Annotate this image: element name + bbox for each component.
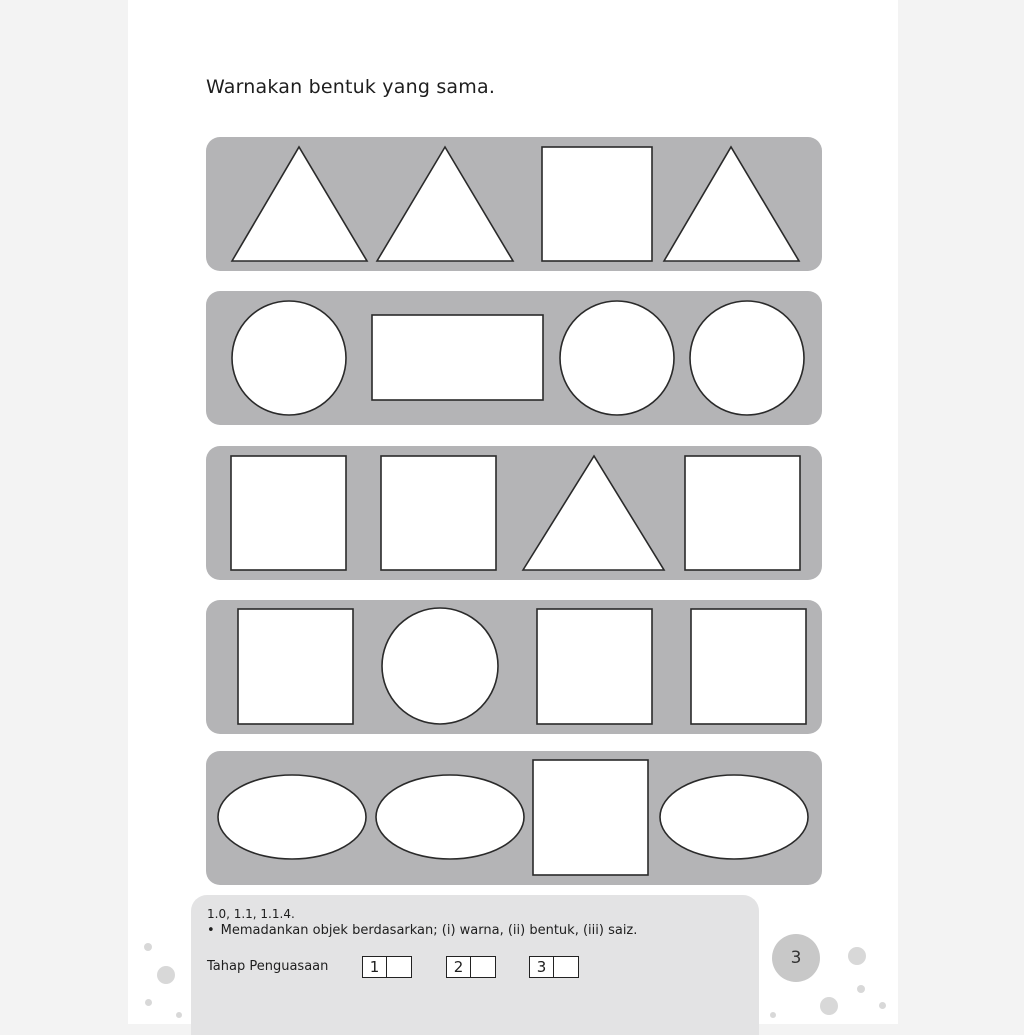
- decorative-dot: [157, 966, 175, 984]
- square-shape[interactable]: [685, 456, 800, 570]
- shape-row-4: [206, 600, 822, 734]
- triangle-shape[interactable]: [523, 456, 664, 570]
- triangle-shape[interactable]: [232, 147, 367, 261]
- mastery-level-number: 2: [446, 956, 471, 978]
- mastery-level-3[interactable]: [529, 956, 579, 978]
- shape-row-5: [206, 751, 822, 885]
- mastery-level-checkbox[interactable]: [554, 956, 579, 978]
- square-shape[interactable]: [381, 456, 496, 570]
- circle-shape[interactable]: [560, 301, 674, 415]
- square-shape[interactable]: [537, 609, 652, 724]
- mastery-level-number: 3: [529, 956, 554, 978]
- decorative-dot: [176, 1012, 182, 1018]
- decorative-dot: [857, 985, 865, 993]
- mastery-level-checkbox[interactable]: [471, 956, 496, 978]
- circle-shape[interactable]: [232, 301, 346, 415]
- square-shape[interactable]: [533, 760, 648, 875]
- ellipse-shape[interactable]: [376, 775, 524, 859]
- square-shape[interactable]: [238, 609, 353, 724]
- ellipse-shape[interactable]: [218, 775, 366, 859]
- circle-shape[interactable]: [690, 301, 804, 415]
- standard-codes: 1.0, 1.1, 1.1.4.: [207, 907, 295, 921]
- shape-row-3: [206, 446, 822, 580]
- mastery-level-1[interactable]: [362, 956, 412, 978]
- mastery-level-number: 1: [362, 956, 387, 978]
- bullet-icon: •: [207, 923, 215, 938]
- objective-text: Memadankan objek berdasarkan; (i) warna, (ii) bentuk, (iii) saiz.: [220, 923, 638, 938]
- ellipse-shape[interactable]: [660, 775, 808, 859]
- decorative-dot: [770, 1012, 776, 1018]
- square-shape[interactable]: [691, 609, 806, 724]
- shape-row-1: [206, 137, 822, 271]
- rectangle-shape[interactable]: [372, 315, 543, 400]
- mastery-level-2[interactable]: [446, 956, 496, 978]
- square-shape[interactable]: [542, 147, 652, 261]
- decorative-dot: [879, 1002, 886, 1009]
- decorative-dot: [144, 943, 152, 951]
- square-shape[interactable]: [231, 456, 346, 570]
- mastery-level-label: Tahap Penguasaan: [207, 959, 329, 974]
- decorative-dot: [145, 999, 152, 1006]
- page-number-badge: 3: [772, 934, 820, 982]
- circle-shape[interactable]: [382, 608, 498, 724]
- decorative-dot: [820, 997, 838, 1015]
- learning-objective: [207, 923, 637, 938]
- shape-row-2: [206, 291, 822, 425]
- decorative-dot: [848, 947, 866, 965]
- triangle-shape[interactable]: [377, 147, 513, 261]
- triangle-shape[interactable]: [664, 147, 799, 261]
- mastery-level-checkbox[interactable]: [387, 956, 412, 978]
- instruction-text: Warnakan bentuk yang sama.: [206, 76, 496, 98]
